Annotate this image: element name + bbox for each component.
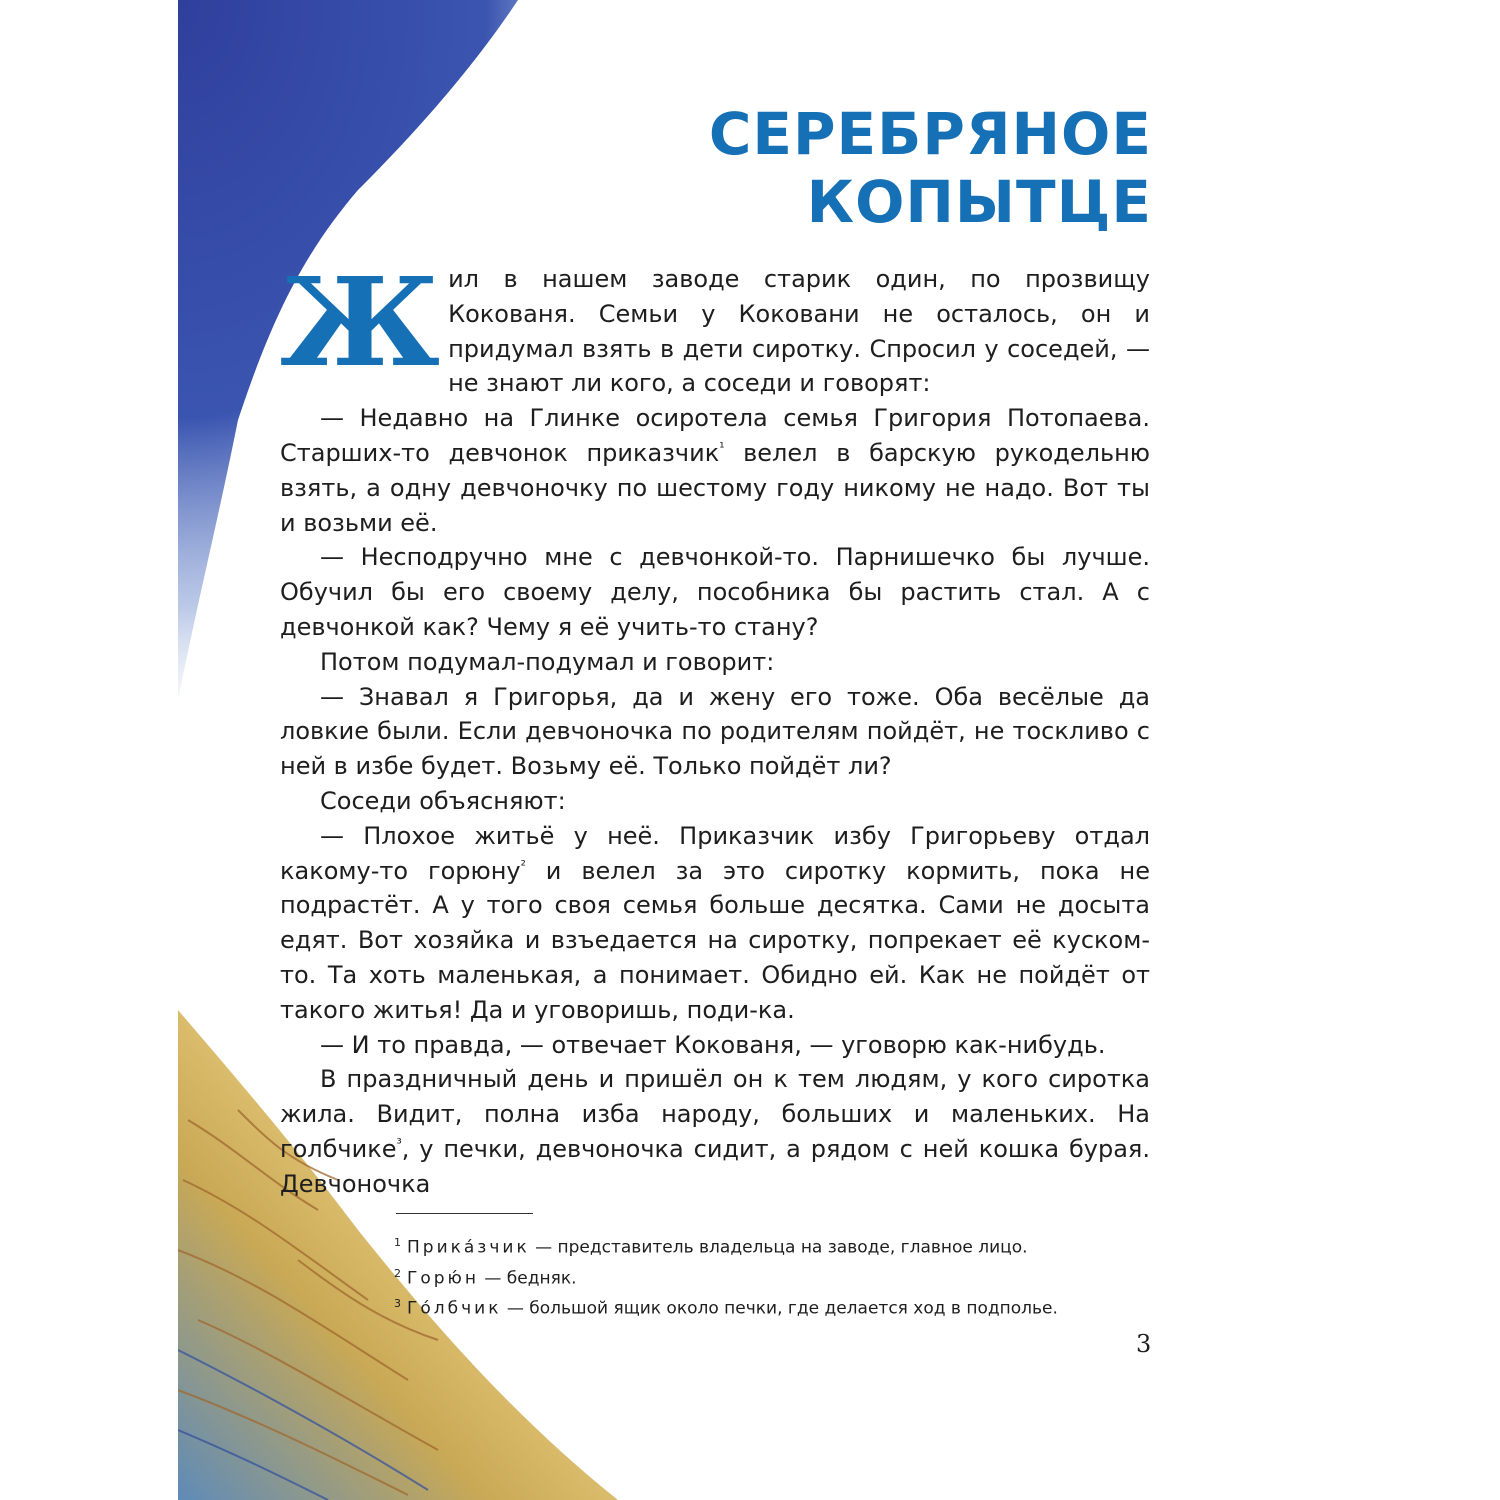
footnote: $^1$ Прика́зчик — представитель владельца на заводе, главное лицо. bbox=[394, 1236, 1028, 1258]
paragraph: — Несподручно мне с девчонкой-то. Парнишечко бы лучше. Обучил бы его своему делу, пособника бы растить стал. А с девчонкой как? Чему я её учить-то стану? bbox=[280, 543, 1150, 641]
footnote-ref: ³ bbox=[396, 1136, 402, 1152]
footnote: $^3$ Го́лбчик — большой ящик около печки, где делается ход в подполье. bbox=[394, 1297, 1058, 1319]
title-line-1: СЕРЕБРЯНОЕ bbox=[708, 100, 1152, 168]
paragraph: Жил в нашем заводе старик один, по прозвищу Кокованя. Семьи у Коковани не осталось, он и придумал взять в дети сиротку. Спросил у соседей, — не знают ли кого, а соседи и говорят: bbox=[280, 250, 1150, 398]
footnote-ref: ¹ bbox=[719, 440, 725, 456]
paragraph: — Недавно на Глинке осиротела семья Григория Потопаева. Старших-то девчонок приказчик$^{^1}$ велел в барскую рукодельню взять, а одну девчоночку по шестому году никому не надо. Вот ты и возьми её. bbox=[280, 404, 1150, 537]
drop-cap: Ж bbox=[280, 250, 441, 394]
footnote: $^2$ Горю́н — бедняк. bbox=[394, 1266, 577, 1289]
footnotes bbox=[394, 1230, 1154, 1322]
paragraph: — И то правда, — отвечает Кокованя, — уговорю как-нибудь. bbox=[320, 1030, 1106, 1059]
paragraph: Потом подумал-подумал и говорит: bbox=[320, 647, 775, 676]
page-margin bbox=[0, 0, 178, 1500]
page-number: 3 bbox=[1136, 1330, 1152, 1358]
paragraph: — Знавал я Григорья, да и жену его тоже. Оба весёлые да ловкие были. Если девчоночка по родителям пойдёт, не тоскливо с ней в избе будет. Возьму её. Только пойдёт ли? bbox=[280, 682, 1150, 781]
paragraph: — Плохое житьё у неё. Приказчик избу Григорьеву отдал какому-то горюну$^{^2}$ и велел за это сиротку кормить, пока не подрастёт. А у того своя семья больше десятка. Сами не досыта едят. Вот хозяйка и взъедается на сиротку, попрекает её куском-то. Та хоть маленькая, а понимает. Обидно ей. Как не пойдёт от такого житья! Да и уговоришь, поди-ка. bbox=[280, 821, 1150, 1024]
footnote-divider bbox=[396, 1213, 533, 1214]
footnote-ref: ² bbox=[520, 858, 526, 874]
paragraph: В праздничный день и пришёл он к тем людям, у кого сиротка жила. Видит, полна изба народу, больших и маленьких. На голбчике$^{^3}$, у печки, девчоночка сидит, а рядом с ней кошка бурая. Девчоночка bbox=[280, 1065, 1150, 1198]
story-title bbox=[709, 100, 1152, 236]
title-line-2: КОПЫТЦЕ bbox=[806, 168, 1152, 236]
paragraph: Соседи объясняют: bbox=[320, 786, 566, 815]
story-text bbox=[280, 250, 1150, 1202]
